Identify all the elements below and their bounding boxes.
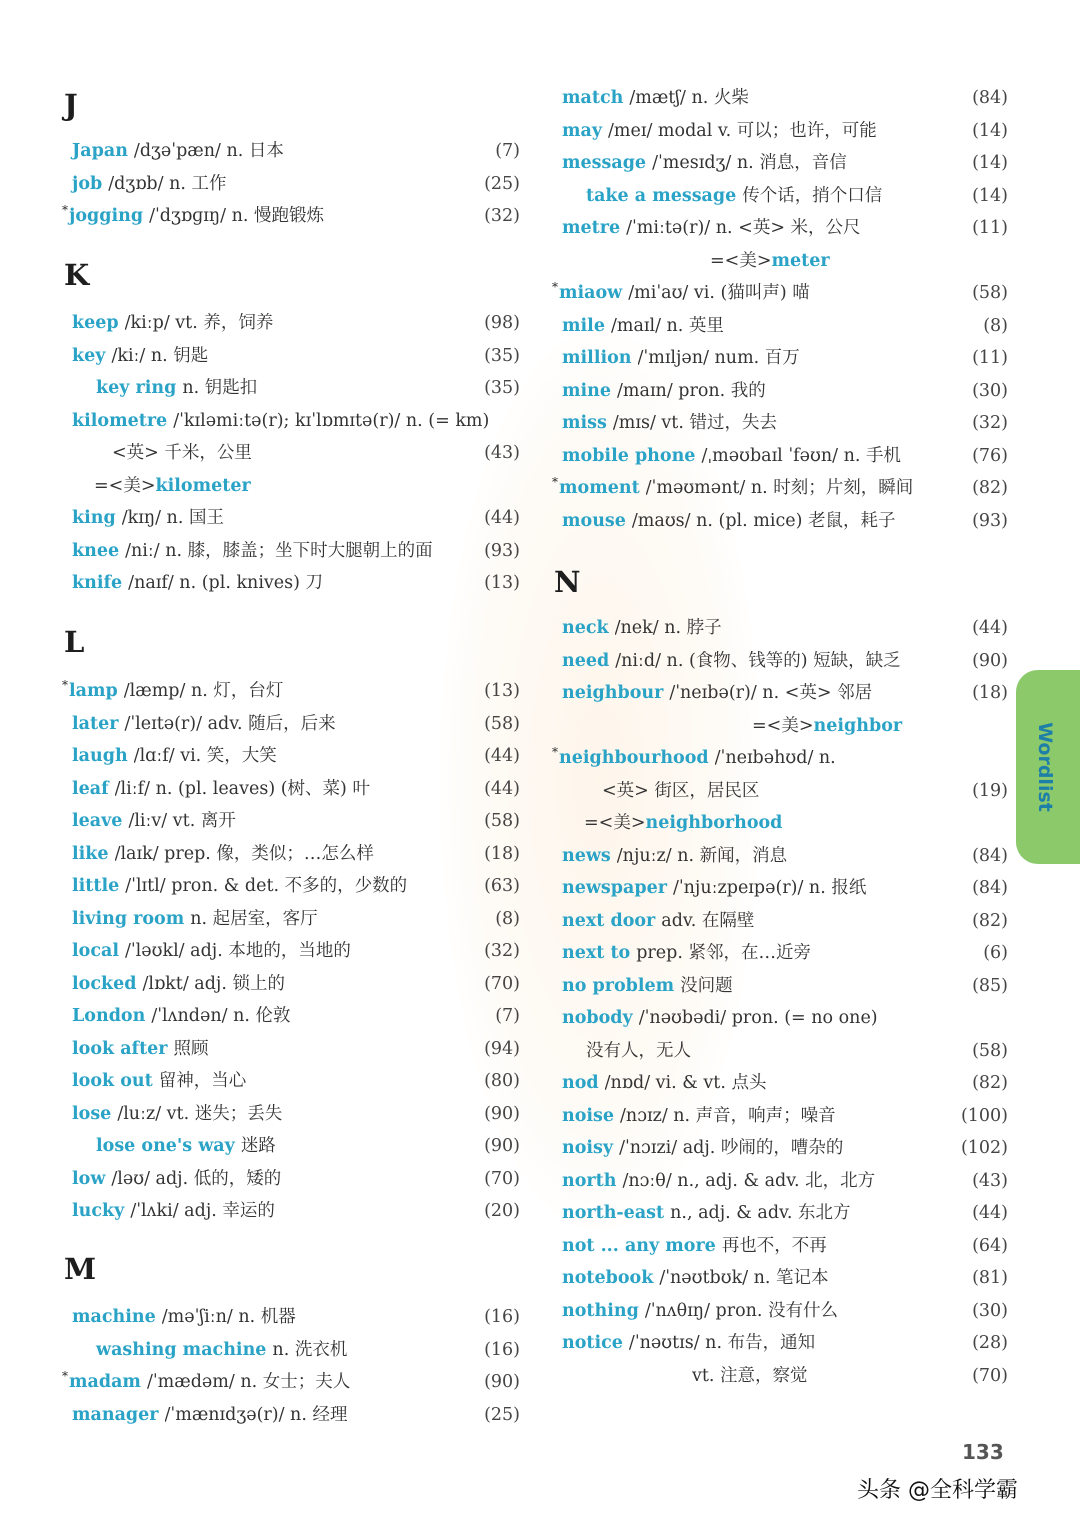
headword: London	[72, 1006, 146, 1026]
wordlist-entry	[552, 376, 1008, 406]
page-reference: (6)	[983, 943, 1008, 963]
page-reference: (63)	[484, 876, 520, 896]
headword: miss	[562, 413, 607, 433]
section-letter-l: L	[64, 625, 85, 659]
wordlist-entry	[62, 471, 520, 501]
headword: knife	[72, 573, 123, 593]
page-reference: (25)	[484, 1404, 520, 1425]
entry-definition: <英> 街区，居民区	[602, 780, 760, 801]
entry-definition: /liːv/ vt. 离开	[128, 811, 236, 831]
section-letter-k: K	[64, 258, 90, 292]
entry-definition: /luːz/ vt. 迷失；丢失	[117, 1103, 283, 1124]
headword: local	[72, 941, 119, 961]
entry-definition: /məˈʃiːn/ n. 机器	[161, 1307, 296, 1327]
page-reference: (58)	[972, 1040, 1008, 1061]
entry-definition: 没问题	[680, 975, 733, 996]
wordlist-entry	[62, 1302, 520, 1332]
wordlist-entry	[62, 1164, 520, 1194]
headword: locked	[72, 973, 137, 994]
wordlist-entry	[62, 169, 520, 199]
entry-definition: /nɒd/ vi. & vt. 点头	[604, 1073, 767, 1093]
entry-definition: /nɔɪz/ n. 声音，响声；噪音	[620, 1105, 836, 1126]
headword: manager	[72, 1404, 159, 1425]
entry-definition: /ˈmænɪdʒə(r)/ n. 经理	[164, 1404, 348, 1425]
wordlist-entry	[62, 136, 520, 166]
headword: like	[72, 843, 109, 864]
entry-definition: =<美>	[584, 813, 646, 833]
entry-definition: 传个话，捎个口信	[742, 185, 883, 206]
page-reference: (70)	[484, 973, 520, 994]
wordlist-entry	[62, 1131, 520, 1161]
headword: look out	[72, 1071, 153, 1091]
page-reference: (93)	[484, 540, 520, 561]
wordlist-entry	[62, 1400, 520, 1430]
page-reference: (43)	[972, 1170, 1008, 1191]
headword: job	[72, 173, 103, 194]
headword: mobile phone	[562, 445, 696, 466]
page-reference: (18)	[484, 843, 520, 864]
headword: noisy	[562, 1138, 614, 1158]
wordlist-entry	[552, 1198, 1008, 1228]
entry-definition: n. 钥匙扣	[182, 378, 258, 398]
wordlist-entry	[552, 213, 1008, 243]
entry-definition: /meɪ/ modal v. 可以；也许，可能	[608, 120, 877, 141]
page-reference: (44)	[972, 1203, 1008, 1223]
entry-definition: /ˈlʌndən/ n. 伦敦	[151, 1006, 291, 1026]
page-reference: (76)	[972, 445, 1008, 466]
wordlist-entry	[552, 311, 1008, 341]
entry-definition: n. 起居室，客厅	[190, 908, 318, 929]
headword: kilometre	[72, 410, 168, 431]
headword: key ring	[96, 378, 177, 398]
headword: take a message	[586, 185, 737, 206]
headword: look after	[72, 1038, 168, 1059]
headword: later	[72, 713, 119, 734]
headword: lamp	[69, 681, 118, 701]
page-reference: (58)	[484, 713, 520, 734]
wordlist-entry	[552, 83, 1008, 113]
entry-definition: 没有人，无人	[586, 1040, 691, 1061]
wordlist-entry	[552, 246, 1008, 276]
headword: notebook	[562, 1268, 654, 1288]
entry-definition: /ˈnəʊbədi/ pron. (= no one)	[638, 1008, 878, 1028]
headword: lucky	[72, 1201, 125, 1221]
wordlist-entry	[552, 1133, 1008, 1163]
page-reference: (90)	[484, 1372, 520, 1392]
entry-definition: adv. 在隔壁	[661, 910, 755, 931]
page-reference: (25)	[484, 173, 520, 194]
entry-definition: =<美>	[94, 475, 156, 496]
wordlist-entry	[552, 181, 1008, 211]
wordlist-entry	[552, 906, 1008, 936]
entry-definition: /ˈmædəm/ n. 女士；夫人	[146, 1372, 351, 1392]
headword: key	[72, 345, 106, 366]
entry-definition: 再也不，不再	[721, 1235, 827, 1256]
entry-definition: 迷路	[240, 1136, 276, 1156]
entry-definition: /ˈmesɪdʒ/ n. 消息，音信	[652, 153, 847, 173]
entry-definition: /ˈməʊmənt/ n. 时刻；片刻，瞬间	[645, 478, 914, 498]
page-reference: (14)	[972, 120, 1008, 141]
wordlist-entry	[62, 676, 520, 706]
entry-definition: /ˈnəʊtbʊk/ n. 笔记本	[659, 1268, 829, 1288]
page-reference: (28)	[972, 1333, 1008, 1353]
entry-definition: /nek/ n. 脖子	[614, 618, 722, 638]
page-reference: (90)	[484, 1136, 520, 1156]
headword: north	[562, 1170, 617, 1191]
entry-definition: /ˈnəʊtɪs/ n. 布告，通知	[628, 1333, 816, 1353]
wordlist-entry	[62, 709, 520, 739]
entry-definition: /dʒɒb/ n. 工作	[108, 173, 227, 194]
page-reference: (14)	[972, 153, 1008, 173]
headword: king	[72, 508, 116, 528]
wordlist-entry	[62, 806, 520, 836]
page-reference: (30)	[972, 380, 1008, 401]
wordlist-entry	[552, 938, 1008, 968]
headword: madam	[69, 1372, 141, 1392]
wordlist-entry	[552, 1361, 1008, 1391]
page-reference: (44)	[484, 746, 520, 766]
wordlist-entry	[552, 841, 1008, 871]
entry-definition: /niː/ n. 膝，膝盖；坐下时大腿朝上的面	[125, 540, 433, 561]
entry-definition: /ˈleɪtə(r)/ adv. 随后，后来	[124, 713, 336, 734]
wordlist-entry	[62, 308, 520, 338]
headword: mile	[562, 315, 605, 336]
wordlist-entry	[62, 1034, 520, 1064]
page-reference: (90)	[972, 650, 1008, 671]
asterisk-marker: *	[552, 475, 558, 489]
wordlist-entry	[552, 473, 1008, 503]
page-reference: (7)	[495, 1006, 520, 1026]
side-tab-text: Wordlist	[1034, 722, 1057, 812]
headword: nobody	[562, 1008, 633, 1028]
page-reference: (13)	[484, 573, 520, 593]
headword: million	[562, 348, 632, 368]
cross-reference: kilometer	[155, 475, 251, 496]
headword: message	[562, 153, 647, 173]
wordlist-entry	[552, 678, 1008, 708]
headword: neighbourhood	[559, 748, 709, 768]
wordlist-entry	[552, 1166, 1008, 1196]
entry-definition: prep. 紧邻，在…近旁	[636, 943, 811, 963]
entry-definition: /mɪs/ vt. 错过，失去	[612, 413, 777, 433]
headword: next to	[562, 943, 631, 963]
wordlist-entry	[552, 1296, 1008, 1326]
page-reference: (19)	[972, 780, 1008, 801]
wordlist-entry	[62, 568, 520, 598]
entry-definition: /lɒkt/ adj. 锁上的	[142, 973, 285, 994]
entry-definition: /nɔːθ/ n., adj. & adv. 北，北方	[622, 1170, 876, 1191]
page-reference: (16)	[484, 1307, 520, 1327]
wordlist-entry	[552, 1263, 1008, 1293]
wordlist-entry	[62, 1099, 520, 1129]
section-letter-m: M	[64, 1252, 97, 1286]
entry-definition: /ˈnɔɪzi/ adj. 吵闹的，嘈杂的	[619, 1138, 844, 1158]
entry-definition: /maʊs/ n. (pl. mice) 老鼠，耗子	[631, 510, 896, 531]
headword: leaf	[72, 778, 109, 799]
headword: not ... any more	[562, 1235, 716, 1256]
entry-definition: /ˈneɪbə(r)/ n. <英> 邻居	[669, 683, 873, 703]
page-reference: (30)	[972, 1300, 1008, 1321]
wordlist-entry	[552, 711, 1008, 741]
headword: news	[562, 845, 611, 866]
page-reference: (84)	[972, 878, 1008, 898]
entry-definition: /ˈləʊkl/ adj. 本地的，当地的	[124, 941, 351, 961]
page-reference: (32)	[484, 941, 520, 961]
page-reference: (8)	[495, 908, 520, 929]
page-reference: (93)	[972, 510, 1008, 531]
wordlist-entry	[62, 741, 520, 771]
page-reference: (84)	[972, 88, 1008, 108]
page-reference: (98)	[484, 313, 520, 333]
entry-definition: /njuːz/ n. 新闻，消息	[616, 845, 788, 866]
headword: noise	[562, 1105, 615, 1126]
headword: nothing	[562, 1300, 639, 1321]
page-reference: (64)	[972, 1235, 1008, 1256]
entry-definition: /ˈlʌki/ adj. 幸运的	[130, 1201, 275, 1221]
cross-reference: neighbor	[813, 715, 903, 736]
wordlist-entry	[62, 406, 520, 436]
wordlist-entry	[62, 969, 520, 999]
wordlist-entry	[552, 408, 1008, 438]
entry-definition: /ˈdʒɒɡɪŋ/ n. 慢跑锻炼	[149, 206, 325, 226]
page-reference: (80)	[484, 1071, 520, 1091]
headword: machine	[72, 1307, 156, 1327]
page-reference: (58)	[972, 283, 1008, 303]
wordlist-entry	[552, 1328, 1008, 1358]
wordlist-entry	[552, 1101, 1008, 1131]
entry-definition: /ˈlɪtl/ pron. & det. 不多的，少数的	[125, 876, 408, 896]
entry-definition: /maɪn/ pron. 我的	[617, 380, 766, 401]
headword: little	[72, 876, 120, 896]
headword: north-east	[562, 1203, 665, 1223]
source-watermark-text: 头条 @全科学霸	[857, 1478, 1018, 1503]
wordlist-entry	[552, 148, 1008, 178]
asterisk-marker: *	[62, 203, 68, 217]
headword: living room	[72, 908, 185, 929]
entry-definition: /ˈnʌθɪŋ/ pron. 没有什么	[644, 1300, 839, 1321]
headword: washing machine	[96, 1339, 267, 1360]
headword: mouse	[562, 510, 626, 531]
wordlist-entry	[552, 506, 1008, 536]
page-reference: (44)	[484, 508, 520, 528]
wordlist-entry	[62, 1335, 520, 1365]
headword: low	[72, 1168, 106, 1189]
page-reference: (82)	[972, 910, 1008, 931]
page-reference: (32)	[484, 206, 520, 226]
wordlist-entry	[552, 613, 1008, 643]
page-reference: (20)	[484, 1201, 520, 1221]
entry-definition: /ˈmiːtə(r)/ n. <英> 米，公尺	[626, 218, 861, 238]
wordlist-entry	[552, 278, 1008, 308]
entry-definition: n., adj. & adv. 东北方	[670, 1203, 851, 1223]
entry-definition: /ˈkɪləmiːtə(r); kɪˈlɒmɪtə(r)/ n. (= km)	[173, 410, 490, 431]
page-reference: (44)	[484, 778, 520, 799]
wordlist-entry	[62, 201, 520, 231]
headword: miaow	[559, 283, 623, 303]
page-reference: (14)	[972, 185, 1008, 206]
entry-definition: <英> 千米，公里	[112, 443, 252, 463]
page-reference: (90)	[484, 1103, 520, 1124]
headword: may	[562, 120, 603, 141]
entry-definition: /naɪf/ n. (pl. knives) 刀	[128, 573, 324, 593]
wordlist-entry	[62, 774, 520, 804]
page-reference: (84)	[972, 845, 1008, 866]
page-reference: (32)	[972, 413, 1008, 433]
wordlist-entry	[552, 743, 1008, 773]
headword: nod	[562, 1073, 599, 1093]
headword: jogging	[69, 206, 144, 226]
headword: leave	[72, 811, 123, 831]
entry-definition: /læmp/ n. 灯，台灯	[123, 681, 284, 701]
asterisk-marker: *	[62, 678, 68, 692]
page-reference: (58)	[484, 811, 520, 831]
wordlist-entry	[62, 503, 520, 533]
entry-definition: =<美>	[710, 250, 772, 271]
page-reference: (70)	[972, 1365, 1008, 1386]
asterisk-marker: *	[552, 280, 558, 294]
headword: neck	[562, 618, 609, 638]
headword: newspaper	[562, 878, 667, 898]
page-reference: (94)	[484, 1038, 520, 1059]
cross-reference: neighborhood	[645, 813, 783, 833]
entry-definition: /kiː/ n. 钥匙	[111, 345, 209, 366]
section-letter-j: J	[64, 88, 78, 122]
asterisk-marker: *	[62, 1369, 68, 1383]
page-reference: (82)	[972, 478, 1008, 498]
page-reference: (70)	[484, 1168, 520, 1189]
page-reference: (35)	[484, 378, 520, 398]
entry-definition: /ˈneɪbəhʊd/ n.	[714, 748, 836, 768]
entry-definition: 留神，当心	[158, 1071, 247, 1091]
wordlist-entry	[552, 1003, 1008, 1033]
headword: Japan	[72, 141, 128, 161]
entry-definition: /laɪk/ prep. 像，类似；…怎么样	[114, 843, 374, 864]
page-reference: (11)	[972, 218, 1008, 238]
wordlist-entry	[552, 1068, 1008, 1098]
headword: metre	[562, 218, 621, 238]
wordlist-entry	[552, 776, 1008, 806]
entry-definition: n. 洗衣机	[272, 1339, 348, 1360]
entry-definition: 照顾	[173, 1038, 209, 1059]
entry-definition: /lɑːf/ vi. 笑，大笑	[133, 746, 277, 766]
wordlist-entry	[552, 808, 1008, 838]
entry-definition: /kiːp/ vt. 养，饲养	[124, 313, 274, 333]
page-reference: (43)	[484, 443, 520, 463]
entry-definition: /ləʊ/ adj. 低的，矮的	[111, 1168, 282, 1189]
wordlist-entry	[552, 873, 1008, 903]
headword: neighbour	[562, 683, 664, 703]
section-letter-n: N	[554, 565, 581, 599]
wordlist-entry	[62, 1367, 520, 1397]
wordlist-entry	[552, 971, 1008, 1001]
wordlist-entry	[62, 1196, 520, 1226]
wordlist-entry	[62, 1066, 520, 1096]
page-reference: (85)	[972, 975, 1008, 996]
wordlist-entry	[62, 936, 520, 966]
cross-reference: meter	[771, 250, 830, 271]
wordlist-entry	[62, 1001, 520, 1031]
headword: laugh	[72, 746, 128, 766]
page-number: 133	[962, 1440, 1004, 1464]
page-reference: (44)	[972, 618, 1008, 638]
wordlist-entry	[62, 904, 520, 934]
headword: lose	[72, 1103, 112, 1124]
entry-definition: /liːf/ n. (pl. leaves) (树、菜) 叶	[114, 778, 370, 799]
page-reference: (81)	[972, 1268, 1008, 1288]
wordlist-entry	[62, 839, 520, 869]
entry-definition: /dʒəˈpæn/ n. 日本	[133, 141, 284, 161]
headword: moment	[559, 478, 640, 498]
headword: notice	[562, 1333, 623, 1353]
page-reference: (7)	[495, 141, 520, 161]
wordlist-entry	[62, 871, 520, 901]
page-reference: (82)	[972, 1073, 1008, 1093]
headword: no problem	[562, 975, 675, 996]
headword: mine	[562, 380, 612, 401]
wordlist-entry	[62, 341, 520, 371]
wordlist-entry	[552, 116, 1008, 146]
wordlist-entry	[552, 646, 1008, 676]
wordlist-entry	[62, 373, 520, 403]
wordlist-entry	[552, 1231, 1008, 1261]
headword: next door	[562, 910, 656, 931]
page-reference: (8)	[983, 315, 1008, 336]
entry-definition: /kɪŋ/ n. 国王	[121, 508, 224, 528]
page-reference: (16)	[484, 1339, 520, 1360]
entry-definition: /ˈmɪljən/ num. 百万	[637, 348, 800, 368]
page-reference: (100)	[960, 1105, 1008, 1126]
entry-definition: /niːd/ n. (食物、钱等的) 短缺，缺乏	[615, 650, 901, 671]
headword: keep	[72, 313, 119, 333]
headword: knee	[72, 540, 120, 561]
wordlist-side-tab-label	[1030, 670, 1060, 864]
entry-definition: /miˈaʊ/ vi. (猫叫声) 喵	[628, 283, 810, 303]
wordlist-entry	[62, 438, 520, 468]
entry-definition: /mætʃ/ n. 火柴	[629, 88, 749, 108]
page-reference: (13)	[484, 681, 520, 701]
page-reference: (102)	[960, 1138, 1008, 1158]
headword: need	[562, 650, 610, 671]
entry-definition: vt. 注意，察觉	[692, 1365, 808, 1386]
headword: lose one's way	[96, 1136, 235, 1156]
entry-definition: /ˌməʊbaɪl ˈfəʊn/ n. 手机	[701, 445, 901, 466]
wordlist-entry	[62, 536, 520, 566]
entry-definition: /maɪl/ n. 英里	[610, 315, 724, 336]
page-reference: (35)	[484, 345, 520, 366]
wordlist-entry	[552, 1036, 1008, 1066]
headword: match	[562, 88, 624, 108]
page-reference: (11)	[972, 348, 1008, 368]
wordlist-entry	[552, 441, 1008, 471]
page-reference: (18)	[972, 683, 1008, 703]
asterisk-marker: *	[552, 745, 558, 759]
wordlist-entry	[552, 343, 1008, 373]
entry-definition: /ˈnjuːzpeɪpə(r)/ n. 报纸	[672, 878, 867, 898]
entry-definition: =<美>	[752, 715, 814, 736]
